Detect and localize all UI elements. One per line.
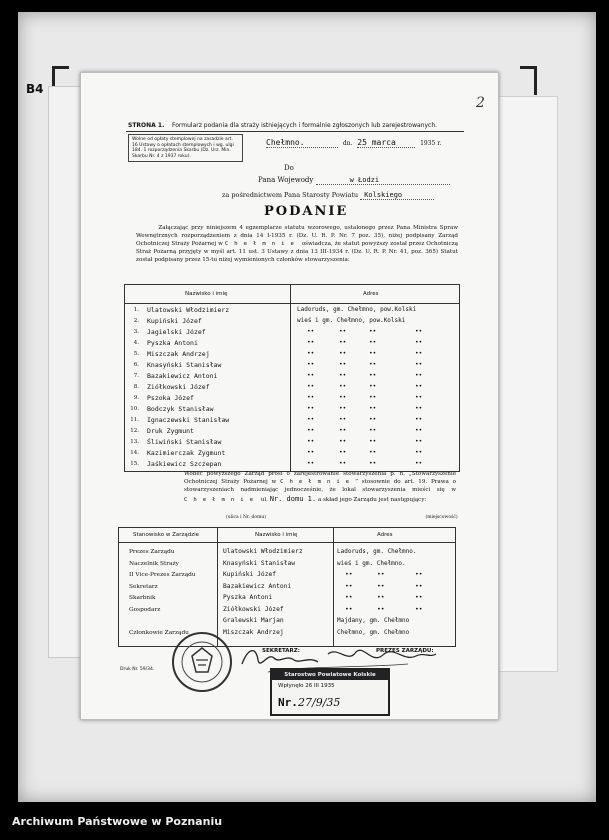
via-label: za pośrednictwem Pana Starosty Powiatu <box>222 191 359 199</box>
member-name: Ziółkowski Józef <box>147 383 210 391</box>
member-name: Bodczyk Stanisław <box>147 405 214 413</box>
ulica-caption <box>226 515 458 520</box>
body-place: Chełmnie <box>224 241 300 247</box>
ditto-mark: •• <box>307 449 315 456</box>
member-number: 13. <box>130 439 139 445</box>
ditto-mark: •• <box>415 350 423 357</box>
ditto-mark: •• <box>415 405 423 412</box>
member-number: 11. <box>130 417 139 423</box>
board-address: wieś i gm. Chełmno. <box>337 559 406 567</box>
ditto-mark: •• <box>307 383 315 390</box>
ditto-mark: •• <box>369 328 377 335</box>
ditto-mark: •• <box>415 339 423 346</box>
ditto-mark: •• <box>377 582 385 590</box>
ditto-mark: •• <box>307 339 315 346</box>
ditto-mark: •• <box>369 460 377 467</box>
board-address: Chełmno, gm. Chełmno <box>337 628 410 636</box>
member-name: Śliwiński Stanisław <box>147 438 222 446</box>
archive-footer: Archiwum Państwowe w Poznaniu <box>12 815 223 828</box>
member-name: Ulatowski Włodzimierz <box>147 306 230 314</box>
fee-exemption-box: Wolne od opłaty stemplowej na zasadzie art. 16 Ustawy o opłatach stemplowych i wg. ulgi 184. 1 rozporządzenia Skarbu (Dz. Urz. Min. Skarbu Nr. 4 z 1937 roku). <box>128 134 243 162</box>
page-code: B4 <box>26 82 44 96</box>
member-number: 1. <box>133 307 139 313</box>
board-role: Skarbnik <box>129 595 156 601</box>
ditto-mark: •• <box>369 416 377 423</box>
ditto-mark: •• <box>307 361 315 368</box>
ditto-mark: •• <box>415 427 423 434</box>
registration-stamp-header: Starostwo Powiatowe Kolskie <box>272 670 388 680</box>
sekretarz-label: SEKRETARZ: <box>262 648 300 654</box>
ditto-mark: •• <box>415 582 423 590</box>
member-row <box>125 371 459 382</box>
document-title: PODANIE <box>264 204 349 219</box>
place-date <box>266 138 441 148</box>
members-col-address: Adres <box>363 291 379 297</box>
do-label: Do <box>284 164 294 172</box>
body-part2: oświadcza, że statut powyższy został przez Ochotniczą Straż Pożarną przyjęty w myśl art. 11 ust. 3 Ustawy z dnia 13 III-1934 r. (Dz. U. R. P. Nr. 41, poz. 365) Statut został podpisany przez 15-tu niżej wymienionych członków stowarzyszenia: <box>136 241 459 263</box>
via <box>222 191 434 200</box>
member-row <box>125 448 459 459</box>
ditto-mark: •• <box>415 416 423 423</box>
registration-stamp-nr-value: 27/9/35 <box>298 696 341 709</box>
header-rule <box>126 131 464 132</box>
member-row <box>125 437 459 448</box>
member-name: Pszoka Józef <box>147 394 194 402</box>
board-role: Prezes Zarządu <box>129 549 175 555</box>
ditto-mark: •• <box>415 605 423 613</box>
date-year: 1935 r. <box>420 140 442 147</box>
ditto-mark: •• <box>339 405 347 412</box>
member-row <box>125 316 459 327</box>
board-row <box>119 606 455 616</box>
board-role: Sekretarz <box>129 583 158 590</box>
back-sheet-right <box>498 96 558 672</box>
board-name: Pyszka Antoni <box>223 594 273 601</box>
board-name: Knasyński Stanisław <box>223 559 296 567</box>
ditto-mark: •• <box>307 460 315 467</box>
round-seal-stamp <box>170 630 234 694</box>
date-value: 25 marca <box>357 138 415 148</box>
member-row <box>125 393 459 404</box>
via-value: Kolskiego <box>360 191 434 200</box>
member-row <box>125 404 459 415</box>
board-row <box>119 548 455 558</box>
board-table-header <box>119 528 455 543</box>
ditto-mark: •• <box>369 427 377 434</box>
board-name: Bazakiewicz Antoni <box>223 582 292 590</box>
ditto-mark: •• <box>345 594 353 601</box>
member-row <box>125 305 459 316</box>
ditto-mark: •• <box>415 361 423 368</box>
ditto-mark: •• <box>345 571 353 578</box>
body-part1: Załączając przy niniejszem 4 egzemplarze statutu wzorowego, ustalonego przez Pana Ministra Spraw Wewnętrznych rozporządzeniem z dnia 14 I-1935 r. (Dz. U. R. P. Nr. 7 poz. 35), niżej podpisany Zarząd Ochotniczej Straży Pożarnej w <box>136 225 458 247</box>
addressee-value: w Łodzi <box>316 176 450 185</box>
member-number: 14. <box>130 450 139 456</box>
member-row <box>125 426 459 437</box>
ditto-mark: •• <box>415 594 423 601</box>
board-name: Ulatowski Włodzimierz <box>223 548 303 555</box>
member-number: 15. <box>130 461 139 467</box>
ditto-mark: •• <box>307 328 315 335</box>
member-number: 4. <box>133 340 139 346</box>
board-name: Ziółkowski Józef <box>223 605 284 613</box>
registration-stamp <box>270 668 390 716</box>
ditto-mark: •• <box>415 571 423 578</box>
ditto-mark: •• <box>369 405 377 412</box>
corner-bracket-right <box>520 66 537 95</box>
board-col-name: Nazwisko i imię <box>255 532 298 538</box>
member-row <box>125 382 459 393</box>
member-name: Ignaczewski Stanisław <box>147 416 230 424</box>
board-col-address: Adres <box>377 532 393 538</box>
place-value: Chełmno. <box>266 138 338 148</box>
board-name: Miszczak Andrzej <box>223 628 284 636</box>
ditto-mark: •• <box>307 372 315 379</box>
members-table-header <box>125 285 459 304</box>
member-number: 12. <box>130 428 139 434</box>
member-number: 5. <box>133 351 139 357</box>
member-row <box>125 327 459 338</box>
ditto-mark: •• <box>415 460 423 467</box>
board-role: II Vice-Prezes Zarządu <box>129 572 196 578</box>
board-row <box>119 560 455 570</box>
ditto-mark: •• <box>415 383 423 390</box>
member-name: Pyszka Antoni <box>147 339 198 347</box>
request-place-2: Chełmnie <box>184 496 259 503</box>
member-number: 8. <box>133 384 139 390</box>
ditto-mark: •• <box>339 449 347 456</box>
addressee-label: Pana Wojewody <box>258 176 314 184</box>
board-address: Ladoruds, gm. Chełmno. <box>337 548 417 555</box>
ditto-mark: •• <box>307 405 315 412</box>
board-row <box>119 617 455 627</box>
ditto-mark: •• <box>307 416 315 423</box>
ditto-mark: •• <box>369 438 377 445</box>
ditto-mark: •• <box>377 571 385 578</box>
ditto-mark: •• <box>415 438 423 445</box>
ditto-mark: •• <box>339 394 347 401</box>
request-text: Wobec powyższego Zarząd prosi o zarejestrowanie stowarzyszenia p. n. „Stowarzyszenie Ochotniczej Straży Pożarnej w Chełmnie” stosownie do art. 19. Prawa o stowarzyszeniach nadmieniając jednocześnie, że lokal stowarzyszenia mieści się w Chełmnie ul. Nr. domu 1. a skład jego Zarządu jest następujący: <box>184 471 457 503</box>
member-number: 2. <box>133 318 139 324</box>
page-number: 2 <box>476 95 485 111</box>
request-part4: a skład jego Zarządu jest następujący: <box>317 496 427 503</box>
board-address: Majdany, gm. Chełmno <box>337 617 410 624</box>
board-table <box>118 527 456 647</box>
board-role: Gospodarz <box>129 606 161 613</box>
ditto-mark: •• <box>369 372 377 379</box>
ditto-mark: •• <box>345 582 353 590</box>
ditto-mark: •• <box>339 328 347 335</box>
member-row <box>125 338 459 349</box>
board-role: Naczelnik Straży <box>129 560 179 567</box>
board-role: Członkowie Zarządu <box>129 629 189 636</box>
ditto-mark: •• <box>369 394 377 401</box>
date-prefix: dn. <box>342 140 353 147</box>
member-row <box>125 349 459 360</box>
request-part2: stosownie do art. 19. Prawa o stowarzyszeniach nadmieniając jednocześnie, że lokal stowarzyszenia mieści się w <box>184 479 457 494</box>
ditto-mark: •• <box>307 394 315 401</box>
form-header <box>128 122 437 129</box>
ditto-mark: •• <box>345 605 353 613</box>
board-row <box>119 571 455 581</box>
member-row <box>125 415 459 426</box>
body-text <box>136 224 458 264</box>
ditto-mark: •• <box>307 427 315 434</box>
ditto-mark: •• <box>369 361 377 368</box>
form-strona: STRONA 1. <box>128 122 165 129</box>
ditto-mark: •• <box>377 605 385 613</box>
ditto-mark: •• <box>339 339 347 346</box>
addressee <box>258 176 450 185</box>
ditto-mark: •• <box>339 361 347 368</box>
member-row <box>125 459 459 470</box>
board-col-role: Stanowisko w Zarządzie <box>133 532 200 538</box>
member-number: 7. <box>133 373 139 379</box>
members-table <box>124 284 460 472</box>
prezes-label: PREZES ZARZĄDU: <box>376 648 434 654</box>
ditto-mark: •• <box>415 394 423 401</box>
miejscowosc-caption: (miejscowość) <box>425 515 458 520</box>
member-number: 6. <box>133 362 139 368</box>
ditto-mark: •• <box>339 460 347 467</box>
ditto-mark: •• <box>339 438 347 445</box>
member-address: wieś i gm. Chełmno, pow.Kolski <box>297 317 406 324</box>
request-part3: ul. <box>260 496 268 503</box>
registration-stamp-received: Wpłynęło 26 III 1935 <box>278 683 335 689</box>
ditto-mark: •• <box>339 427 347 434</box>
ditto-mark: •• <box>339 383 347 390</box>
ditto-mark: •• <box>415 328 423 335</box>
ditto-mark: •• <box>369 383 377 390</box>
board-row <box>119 583 455 593</box>
board-name: Kupiński Józef <box>223 571 277 578</box>
registration-stamp-nr-label: Nr. <box>278 696 298 709</box>
ditto-mark: •• <box>369 449 377 456</box>
member-name: Jaśkiewicz Szczepan <box>147 460 222 468</box>
ditto-mark: •• <box>307 350 315 357</box>
board-row <box>119 594 455 604</box>
member-number: 10. <box>130 406 139 412</box>
member-name: Druk Zygmunt <box>147 427 194 435</box>
member-number: 3. <box>133 329 139 335</box>
member-name: Kazimierczak Zygmunt <box>147 449 226 457</box>
member-row <box>125 360 459 371</box>
ditto-mark: •• <box>339 372 347 379</box>
member-name: Bazakiewicz Antoni <box>147 372 218 380</box>
board-name: Gralewski Marjan <box>223 617 284 624</box>
ditto-mark: •• <box>415 372 423 379</box>
ditto-mark: •• <box>369 350 377 357</box>
ditto-mark: •• <box>377 594 385 601</box>
member-address: Ladoruds, gm. Chełmno, pow.Kolski <box>297 306 417 313</box>
request-house: Nr. domu 1. <box>269 494 317 503</box>
member-name: Jagielski Józef <box>147 328 206 336</box>
request-part1: Wobec powyższego Zarząd prosi o zarejestrowanie stowarzyszenia p. n. „Stowarzyszenie Ochotniczej Straży Pożarnej w <box>184 471 456 486</box>
member-name: Kupiński Józef <box>147 317 202 325</box>
form-title: Formularz podania dla straży istniejących i formalnie zgłoszonych lub zarejestrowanych. <box>171 122 438 129</box>
request-place-1: Chełmnie <box>280 479 356 486</box>
member-name: Miszczak Andrzej <box>147 350 210 358</box>
member-number: 9. <box>133 395 139 401</box>
members-col-name: Nazwisko i imię <box>185 291 228 297</box>
ulica-caption-text: (ulica i Nr. domu) <box>226 515 267 520</box>
ditto-mark: •• <box>339 416 347 423</box>
ditto-mark: •• <box>307 438 315 445</box>
ditto-mark: •• <box>369 339 377 346</box>
ditto-mark: •• <box>339 350 347 357</box>
member-name: Knasyński Stanisław <box>147 361 222 369</box>
ditto-mark: •• <box>415 449 423 456</box>
druk-label: Druk Nr. 59/34. <box>120 667 155 672</box>
